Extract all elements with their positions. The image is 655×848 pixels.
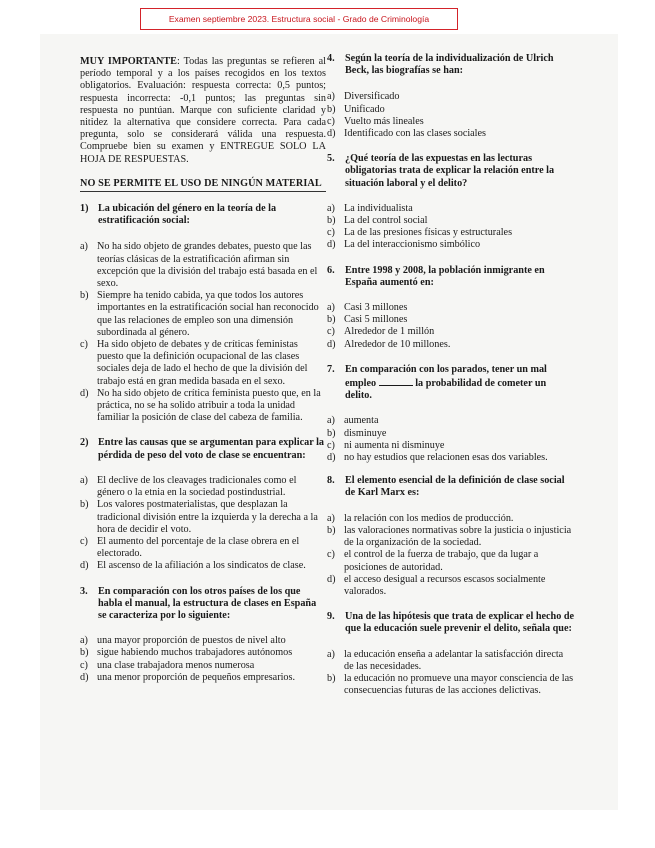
question-text: Entre las causas que se argumentan para explicar la pérdida de peso del voto de clase se encuentran: [98, 437, 325, 461]
exam-title: Examen septiembre 2023. Estructura social - Grado de Criminología [168, 14, 430, 24]
question-text: En comparación con los otros países de los que habla el manual, la estructura de clases en España se caracteriza por lo siguiente: [98, 585, 317, 621]
question-5 [327, 153, 575, 251]
option-list [327, 415, 575, 464]
question-number: 2) [80, 437, 89, 449]
question-number: 7. [327, 363, 335, 375]
option-b[interactable]: b) las valoraciones normativas sobre la justicia o injusticia de la organización de la sociedad. [327, 524, 572, 549]
option-c[interactable]: c) Alrededor de 1 millón [327, 326, 435, 338]
no-material-notice: NO SE PERMITE EL USO DE NINGÚN MATERIAL [80, 178, 326, 192]
question-text: Una de las hipótesis que trata de explicar el hecho de que la educación suele prevenir el delito, señala que: [345, 611, 575, 635]
option-list [327, 649, 575, 698]
option-a[interactable]: a) La individualista [327, 202, 413, 214]
question-4 [327, 53, 575, 140]
option-d[interactable]: d) no hay estudios que relacionen esas dos variables. [327, 452, 548, 464]
option-b[interactable]: b) Los valores postmaterialistas, que desplazan la tradicional división entre la izquierda y la derecha a la hora de decidir el voto. [80, 499, 318, 535]
left-column [80, 56, 326, 684]
instructions [80, 56, 326, 166]
option-b[interactable]: b) Unificado [327, 103, 385, 115]
exam-header [140, 8, 458, 30]
question-text: ¿Qué teoría de las expuestas en las lecturas obligatorias trata de explicar la relación entre la situación laboral y el delito? [345, 153, 555, 189]
option-d[interactable]: d) Alrededor de 10 millones. [327, 338, 451, 350]
question-number: 3. [80, 585, 88, 597]
option-d[interactable]: d) el acceso desigual a recursos escasos socialmente valorados. [327, 573, 546, 597]
option-c[interactable]: c) Ha sido objeto de debates y de críticas feministas puesto que la definición ocupacional de las clases sociales deja de lado el hecho de que la división del trabajo está en gran medida basada en el sexo. [80, 339, 308, 387]
option-a[interactable]: a) la relación con los medios de producción. [327, 512, 514, 524]
option-b[interactable]: b) la educación no promueve una mayor consciencia de las consecuencias futuras de las acciones delictivas. [327, 672, 574, 697]
question-text: Según la teoría de la individualización de Ulrich Beck, las biografías se han: [345, 53, 554, 77]
question-text: Entre 1998 y 2008, la población inmigrante en España aumentó en: [345, 264, 545, 288]
option-a[interactable]: a) Diversificado [327, 91, 400, 103]
option-c[interactable]: c) ni aumenta ni disminuye [327, 439, 445, 451]
option-list [327, 203, 575, 252]
question-text: La ubicación del género en la teoría de la estratificación social: [98, 203, 277, 227]
option-c[interactable]: c) Vuelto más lineales [327, 115, 424, 127]
option-list [327, 302, 575, 351]
fill-in-blank [379, 376, 413, 386]
option-list [327, 91, 575, 140]
option-c[interactable]: c) El aumento del porcentaje de la clase obrera en el electorado. [80, 535, 300, 560]
option-b[interactable]: b) disminuye [327, 427, 387, 439]
question-3 [80, 586, 326, 684]
question-number: 4. [327, 53, 335, 64]
option-a[interactable]: a) Casi 3 millones [327, 302, 408, 314]
option-list [80, 241, 326, 424]
question-text: En comparación con los parados, tener un mal empleo la probabilidad de cometer un delito. [345, 363, 547, 402]
question-9 [327, 611, 575, 697]
option-a[interactable]: a) No ha sido objeto de grandes debates, puesto que las teorías clásicas de la estratificación afirman sin excepción que la división del trabajo está basada en el sexo. [80, 241, 318, 290]
instructions-text: : Todas las preguntas se refieren al período temporal y a los países recogidos en los textos obligatorios. Evaluación: respuesta correcta: 0,5 puntos; respuesta incorrecta: -0,1 puntos; las preguntas sin respuesta no puntúan. Marque con suficiente claridad y nitidez la alternativa que considere correcta. Para cada pregunta, solo se considerará válida una respuesta. Compruebe bien su examen y ENTREGUE SOLO LA HOJA DE RESPUESTAS. [80, 56, 326, 165]
right-column [327, 53, 575, 697]
question-6 [327, 265, 575, 351]
option-a[interactable]: a) la educación enseña a adelantar la satisfacción directa de las necesidades. [327, 648, 564, 672]
option-a[interactable]: a) El declive de los cleavages tradicionales como el género o la etnia en la sociedad postindustrial. [80, 474, 297, 499]
question-number: 9. [327, 611, 335, 623]
option-a[interactable]: a) aumenta [327, 415, 379, 427]
option-a[interactable]: a) una mayor proporción de puestos de nivel alto [80, 635, 286, 647]
question-number: 1) [80, 203, 89, 215]
instructions-lead: MUY IMPORTANTE [80, 56, 177, 67]
option-d[interactable]: d) No ha sido objeto de crítica feminista puesto que, en la práctica, no se ha solido atribuir a toda la unidad familiar la posición de clase del cabeza de familia. [80, 387, 321, 424]
option-d[interactable]: d) La del interaccionismo simbólico [327, 239, 481, 251]
question-7 [327, 364, 575, 464]
question-number: 6. [327, 264, 335, 276]
option-b[interactable]: b) sigue habiendo muchos trabajadores autónomos [80, 647, 293, 659]
option-d[interactable]: d) una menor proporción de pequeños empresarios. [80, 671, 296, 683]
option-b[interactable]: b) La del control social [327, 215, 428, 227]
option-list [80, 635, 326, 684]
option-c[interactable]: c) el control de la fuerza de trabajo, que da lugar a posiciones de autoridad. [327, 549, 539, 573]
question-1 [80, 203, 326, 424]
option-b[interactable]: b) Casi 5 millones [327, 314, 408, 326]
option-d[interactable]: d) El ascenso de la afiliación a los sindicatos de clase. [80, 560, 306, 572]
question-2 [80, 437, 326, 572]
option-list [327, 513, 575, 598]
question-text: El elemento esencial de la definición de clase social de Karl Marx es: [345, 475, 565, 499]
question-number: 5. [327, 153, 335, 165]
option-b[interactable]: b) Siempre ha tenido cabida, ya que todos los autores importantes en la estratificación social han reconocido que las relaciones de empleo son una dimensión subordinada al género. [80, 290, 319, 338]
question-8 [327, 475, 575, 598]
option-c[interactable]: c) una clase trabajadora menos numerosa [80, 659, 255, 671]
option-d[interactable]: d) Identificado con las clases sociales [327, 128, 487, 140]
option-c[interactable]: c) La de las presiones físicas y estructurales [327, 227, 513, 239]
option-list [80, 475, 326, 573]
question-number: 8. [327, 475, 335, 487]
